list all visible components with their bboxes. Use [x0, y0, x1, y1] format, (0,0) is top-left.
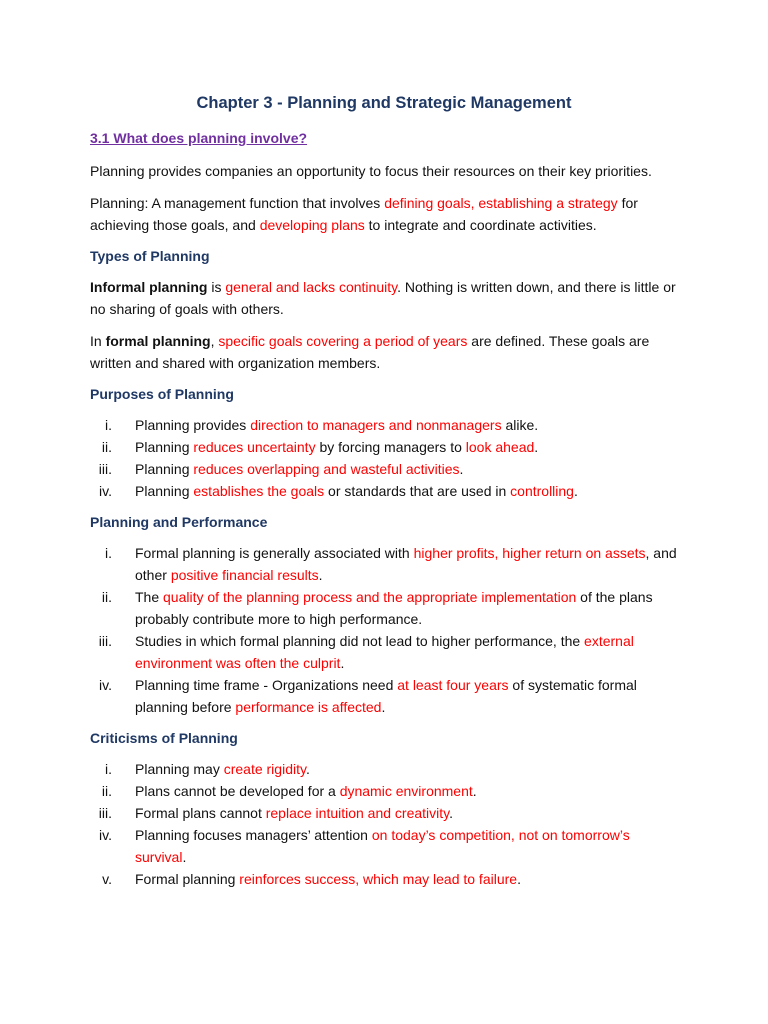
highlight-text: defining goals, establishing a strategy [384, 195, 618, 211]
text-run: Planning [135, 461, 194, 477]
text-run: of the plans probably contribute more to high performance. [135, 589, 653, 627]
highlight-text: look ahead [465, 439, 535, 455]
list-item [90, 458, 678, 480]
text-run: are defined. These goals are written and shared with organization members. [90, 333, 650, 371]
text-run: for achieving those goals, and [90, 195, 638, 233]
text-run: . [534, 439, 539, 455]
text-run: . [472, 783, 477, 799]
list-item [90, 802, 678, 824]
highlight-text: on today’s competition, not on tomorrow’s survival [135, 827, 630, 865]
text-run: . [340, 655, 345, 671]
text-run: Planning may [135, 761, 224, 777]
highlight-text: direction to managers and nonmanagers [250, 417, 502, 433]
performance-list [90, 542, 678, 718]
text-run: In [90, 333, 106, 349]
text-run: . [318, 567, 323, 583]
chapter-title: Chapter 3 - Planning and Strategic Management [196, 94, 572, 112]
criticisms-heading: Criticisms of Planning [90, 730, 238, 746]
text-run: Formal planning is generally associated with [135, 545, 414, 561]
text-run: . [459, 461, 464, 477]
list-item [90, 436, 678, 458]
performance-heading: Planning and Performance [90, 514, 268, 530]
highlight-text: reduces uncertainty [193, 439, 316, 455]
text-run: Plans cannot be developed for a [135, 783, 340, 799]
highlight-text: reinforces success, which may lead to failure [239, 871, 518, 887]
text-run: or standards that are used in [324, 483, 511, 499]
list-number: iv. [99, 677, 112, 693]
list-number: i. [105, 761, 112, 777]
text-run: , and other [135, 545, 677, 583]
highlight-text: reduces overlapping and wasteful activities [193, 461, 460, 477]
list-number: iii. [98, 461, 112, 477]
intro-text: Planning provides companies an opportunity to focus their resources on their key priorities. [90, 163, 652, 179]
text-run: Planning [135, 439, 194, 455]
text-run: Formal plans cannot [135, 805, 266, 821]
highlight-text: positive financial results [170, 567, 319, 583]
highlight-text: performance is affected [235, 699, 382, 715]
list-number: ii. [101, 439, 112, 455]
text-run: Planning: A management function that involves [90, 195, 385, 211]
definition-paragraph [90, 192, 678, 236]
text-run: Planning [135, 483, 194, 499]
text-run: Planning focuses managers’ attention [135, 827, 372, 843]
formal-paragraph [90, 330, 678, 374]
list-number: iv. [99, 827, 112, 843]
text-run: . [449, 805, 454, 821]
list-item [90, 586, 678, 630]
list-number: iii. [98, 805, 112, 821]
highlight-text: replace intuition and creativity [265, 805, 450, 821]
list-number: v. [102, 871, 112, 887]
purposes-list [90, 414, 678, 502]
highlight-text: create rigidity [223, 761, 306, 777]
purposes-heading: Purposes of Planning [90, 386, 234, 402]
highlight-text: general and lacks continuity [225, 279, 398, 295]
list-item [90, 824, 678, 868]
term-bold: formal planning [105, 333, 211, 349]
highlight-text: dynamic environment [339, 783, 473, 799]
text-run: to integrate and coordinate activities. [364, 217, 597, 233]
text-run: Formal planning [135, 871, 240, 887]
list-item [90, 480, 678, 502]
list-number: iii. [98, 633, 112, 649]
text-run: , [210, 333, 219, 349]
list-item [90, 542, 678, 586]
text-run: . [182, 849, 187, 865]
list-number: ii. [101, 589, 112, 605]
list-item [90, 414, 678, 436]
highlight-text: at least four years [397, 677, 509, 693]
term-bold: Informal planning [90, 279, 208, 295]
highlight-text: controlling [510, 483, 574, 499]
text-run: . [573, 483, 578, 499]
list-item [90, 758, 678, 780]
text-run: Planning time frame - Organizations need [135, 677, 398, 693]
list-number: i. [105, 417, 112, 433]
list-item [90, 868, 678, 890]
text-run: . [305, 761, 310, 777]
list-number: i. [105, 545, 112, 561]
text-run: alike. [501, 417, 539, 433]
list-number: iv. [99, 483, 112, 499]
criticisms-list [90, 758, 678, 890]
text-run: The [135, 589, 164, 605]
types-heading: Types of Planning [90, 248, 210, 264]
section-heading-link[interactable]: 3.1 What does planning involve? [90, 130, 308, 146]
list-item [90, 630, 678, 674]
list-item [90, 780, 678, 802]
list-number: ii. [101, 783, 112, 799]
text-run: Planning provides [135, 417, 251, 433]
highlight-text: quality of the planning process and the appropriate implementation [163, 589, 577, 605]
text-run: . [517, 871, 521, 887]
text-run: Studies in which formal planning did not lead to higher performance, the [135, 633, 585, 649]
intro-paragraph [90, 160, 678, 182]
highlight-text: higher profits, higher return on assets [413, 545, 646, 561]
text-run: . Nothing is written down, and there is little or no sharing of goals with others. [90, 279, 676, 317]
text-run: . [381, 699, 386, 715]
highlight-text: developing plans [259, 217, 365, 233]
text-run: by forcing managers to [315, 439, 466, 455]
text-run: of systematic formal planning before [135, 677, 637, 715]
informal-paragraph [90, 276, 678, 320]
highlight-text: external environment was often the culprit [135, 633, 634, 671]
text-run: is [207, 279, 226, 295]
list-item [90, 674, 678, 718]
highlight-text: specific goals covering a period of years [218, 333, 468, 349]
highlight-text: establishes the goals [193, 483, 325, 499]
